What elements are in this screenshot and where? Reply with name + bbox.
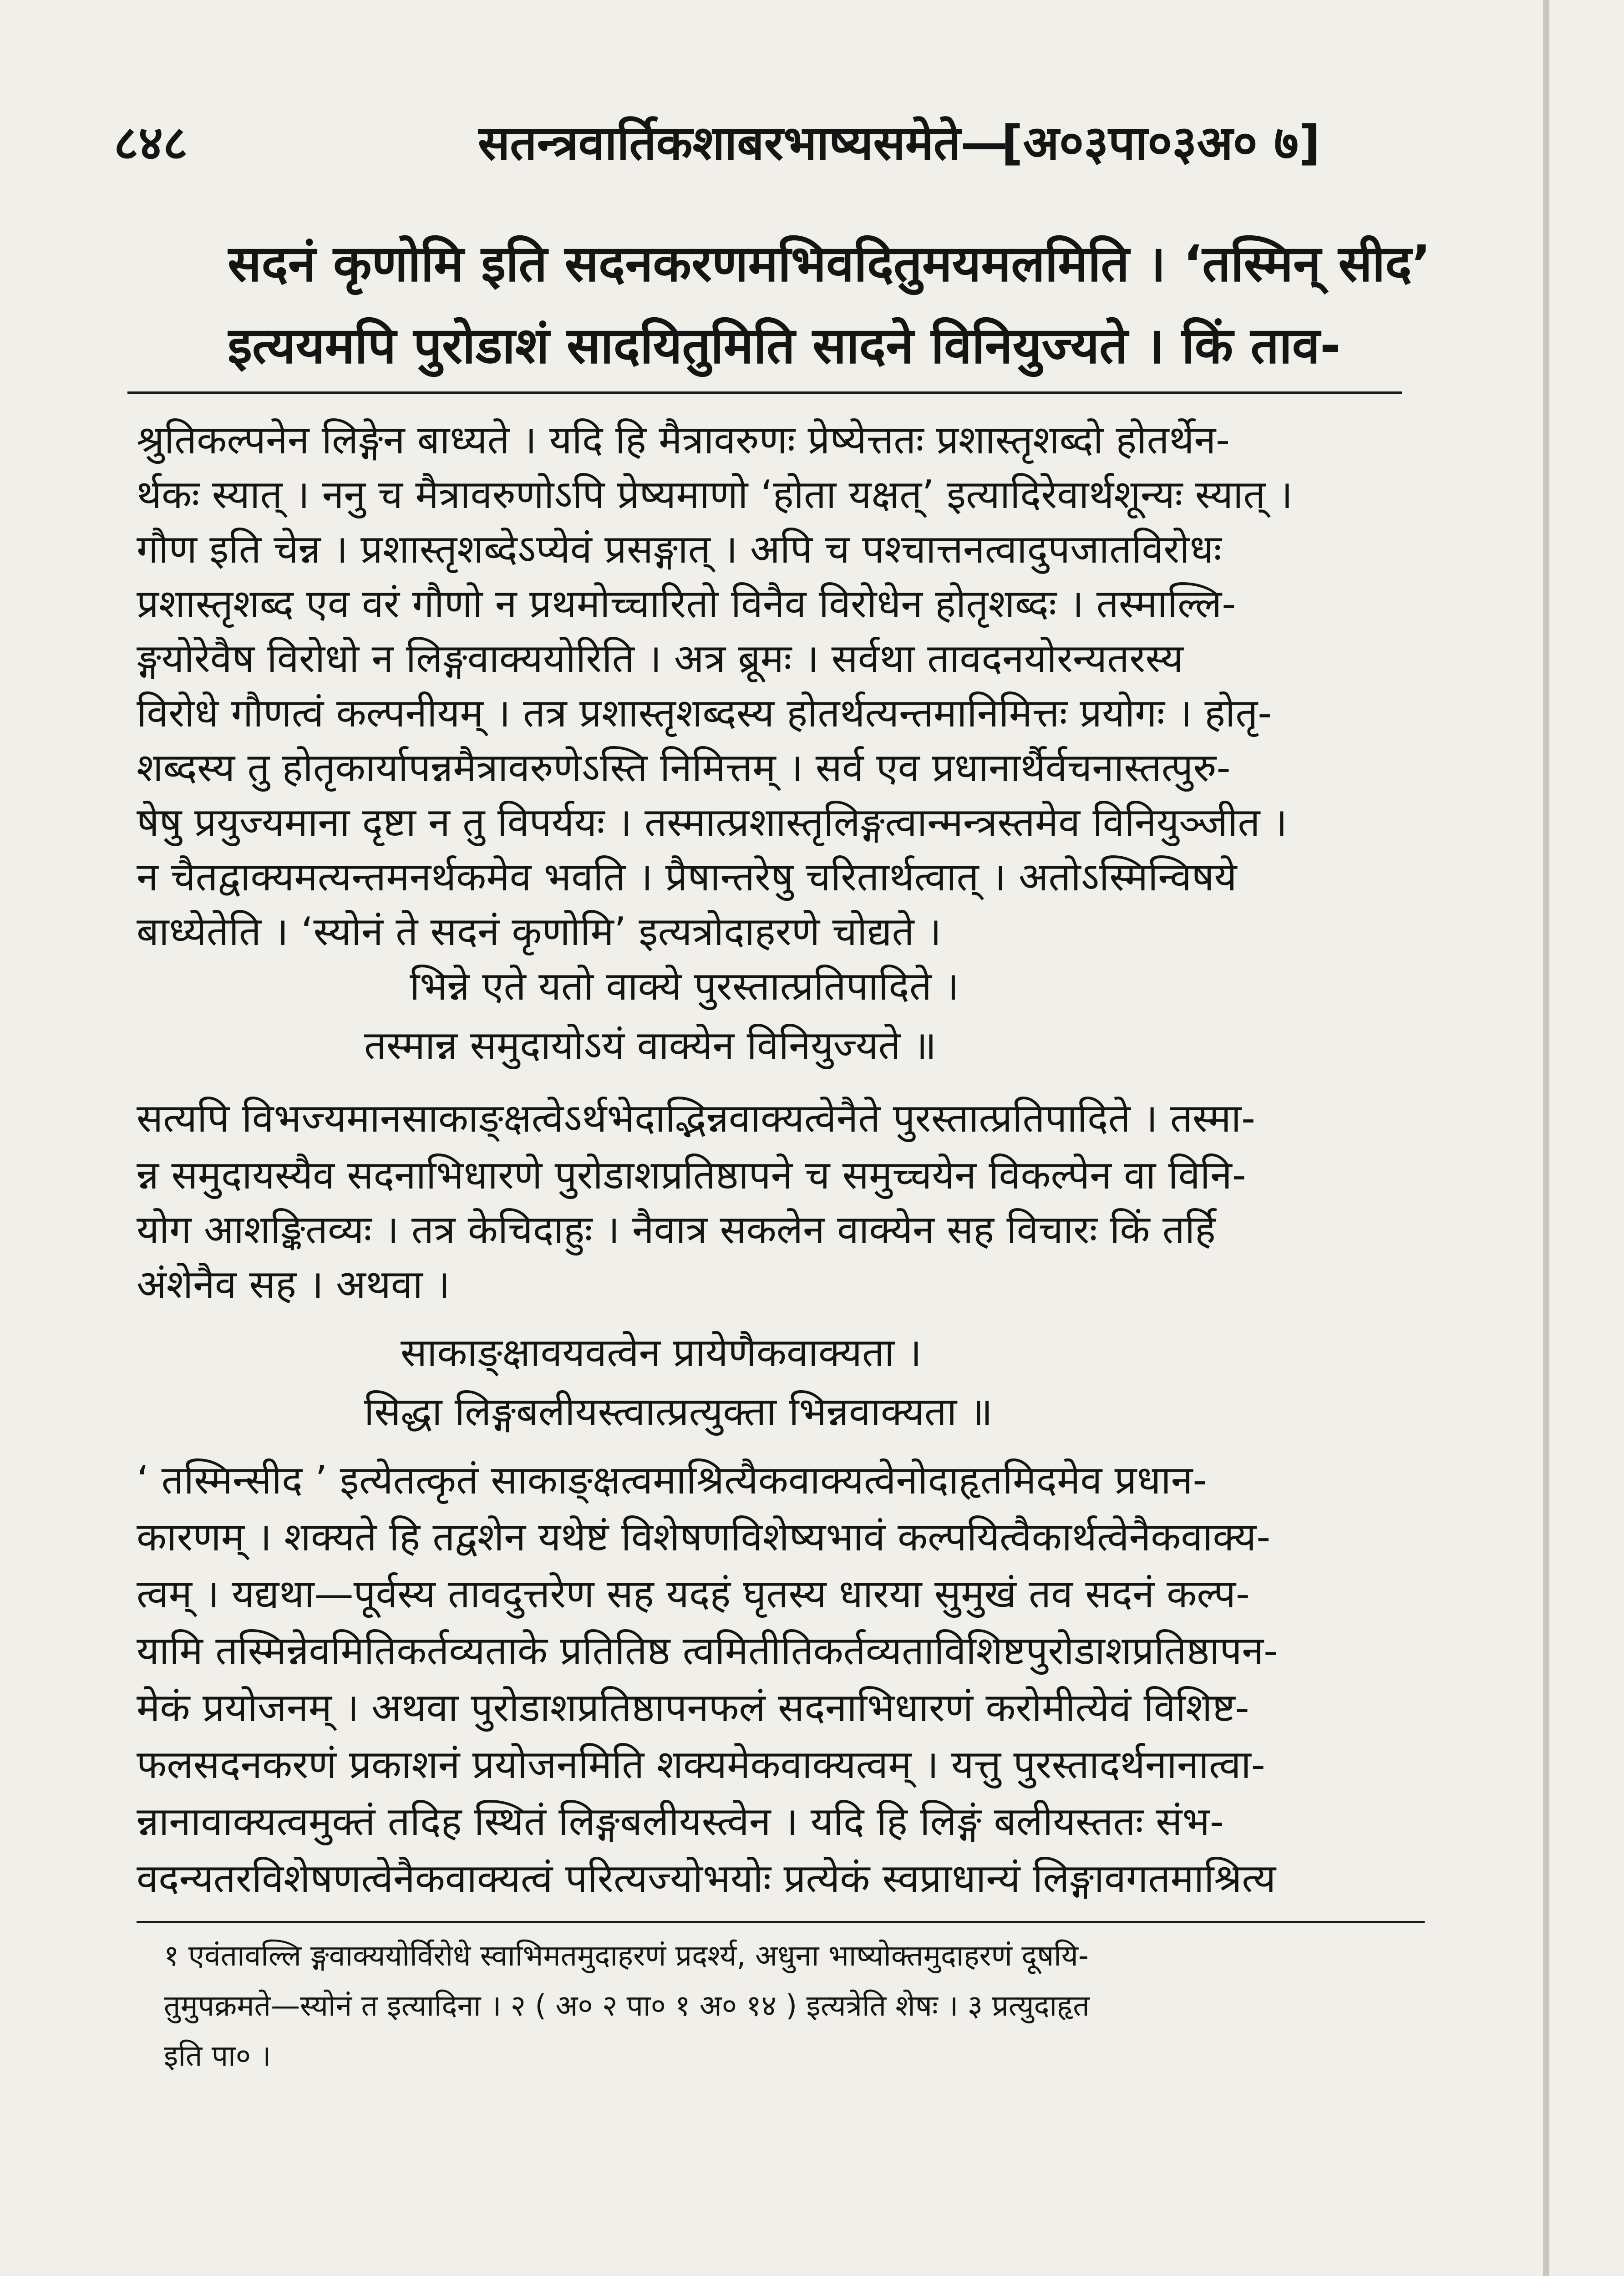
commentary-line: विरोधे गौणत्वं कल्पनीयम् । तत्र प्रशास्तृशब्दस्य होतर्थत्यन्तमानिमित्तः प्रयोगः । होतृ- xyxy=(137,691,1272,736)
running-title: सतन्त्रवार्तिकशाबरभाष्यसमेते— xyxy=(478,115,1008,171)
sutra-line: सदनं कृणोमि इति सदनकरणमभिवदितुमयमलमिति । ‘तस्मिन् सीद’ xyxy=(228,234,1431,293)
footnote-line: इति पा० । xyxy=(164,2039,271,2073)
commentary-line: कारणम् । शक्यते हि तद्वशेन यथेष्टं विशेषणविशेष्यभावं कल्पयित्वैकार्थत्वेनैकवाक्य- xyxy=(137,1514,1271,1560)
verse-line: तस्मान्न समुदायोऽयं वाक्येन विनियुज्यते ॥ xyxy=(364,1023,937,1068)
commentary-line: ङ्गयोरेवैष विरोधो न लिङ्गवाक्ययोरिति । अत्र ब्रूमः । सर्वथा तावदनयोरन्यतरस्य xyxy=(137,636,1183,681)
verse-line: भिन्ने एते यतो वाक्ये पुरस्तात्प्रतिपादिते । xyxy=(410,964,959,1009)
commentary-line: यामि तस्मिन्नेवमितिकर्तव्यताके प्रतितिष्ठ त्वमितीतिकर्तव्यताविशिष्टपुरोडाशप्रतिष्ठापन- xyxy=(137,1628,1278,1674)
commentary-line: न्नानावाक्यत्वमुक्तं तदिह स्थितं लिङ्गबलीयस्त्वेन । यदि हि लिङ्गं बलीयस्ततः संभ- xyxy=(137,1799,1224,1844)
commentary-line: योग आशङ्कितव्यः । तत्र केचिदाहुः । नैवात्र सकलेन वाक्येन सह विचारः किं तर्हि xyxy=(137,1207,1216,1253)
commentary-line: अंशेनैव सह । अथवा । xyxy=(137,1262,450,1307)
commentary-line: वदन्यतरविशेषणत्वेनैकवाक्यत्वं परित्यज्योभयोः प्रत्येकं स्वप्राधान्यं लिङ्गावगतमाश्रित्य xyxy=(137,1856,1276,1901)
page-number: ८४८ xyxy=(114,115,188,171)
commentary-line: षेषु प्रयुज्यमाना दृष्टा न तु विपर्ययः । तस्मात्प्रशास्तृलिङ्गत्वान्मन्त्रस्तमेव विनियुञ्जीत । xyxy=(137,800,1288,845)
footnote-rule xyxy=(137,1921,1425,1923)
commentary-line: मेकं प्रयोजनम् । अथवा पुरोडाशप्रतिष्ठापनफलं सदनाभिधारणं करोमीत्येवं विशिष्ट- xyxy=(137,1685,1249,1731)
header-rule xyxy=(127,391,1402,394)
verse-line: साकाङ्क्षावयवत्वेन प्रायेणैकवाक्यता । xyxy=(401,1330,922,1376)
commentary-line: प्रशास्तृशब्द एव वरं गौणो न प्रथमोच्चारितो विनैव विरोधेन होतृशब्दः । तस्माल्लि- xyxy=(137,581,1236,627)
commentary-line: न चैतद्वाक्यमत्यन्तमनर्थकमेव भवति । प्रैषान्तरेषु चरितार्थत्वात् । अतोऽस्मिन्विषये xyxy=(137,854,1237,900)
commentary-line: फलसदनकरणं प्रकाशनं प्रयोजनमिति शक्यमेकवाक्यत्वम् । यत्तु पुरस्तादर्थनानात्वा- xyxy=(137,1742,1265,1788)
verse-line: सिद्धा लिङ्गबलीयस्त्वात्प्रत्युक्ता भिन्नवाक्यता ॥ xyxy=(364,1389,993,1435)
scan-edge xyxy=(1543,0,1549,2276)
footnote-line: १ एवंतावल्लि ङ्गवाक्ययोर्विरोधे स्वाभिमतमुदाहरणं प्रदर्श्य, अधुना भाष्योक्तमुदाहरणं दूषयि- xyxy=(164,1939,1089,1973)
commentary-line: त्वम् । यद्यथा—पूर्वस्य तावदुत्तरेण सह यदहं घृतस्य धारया सुमुखं तव सदनं कल्प- xyxy=(137,1571,1250,1617)
footnote-line: तुमुपक्रमते—स्योनं त इत्यादिना । २ ( अ० २ पा० १ अ० १४ ) इत्यत्रेति शेषः । ३ प्रत्युदाहृत xyxy=(164,1989,1090,2023)
sutra-line: इत्ययमपि पुरोडाशं सादयितुमिति सादने विनियुज्यते । किं ताव- xyxy=(228,316,1341,375)
commentary-line: गौण इति चेन्न । प्रशास्तृशब्देऽप्येवं प्रसङ्गात् । अपि च पश्चात्तनत्वादुपजातविरोधः xyxy=(137,527,1222,572)
commentary-line: र्थकः स्यात् । ननु च मैत्रावरुणोऽपि प्रेष्यमाणो ‘होता यक्षत्’ इत्यादिरेवार्थशून्यः स्यात् । xyxy=(137,472,1293,518)
commentary-line: न्न समुदायस्यैव सदनाभिधारणे पुरोडाशप्रतिष्ठापने च समुच्चयेन विकल्पेन वा विनि- xyxy=(137,1153,1246,1198)
commentary-line: शब्दस्य तु होतृकार्यापन्नमैत्रावरुणेऽस्ति निमित्तम् । सर्व एव प्रधानार्थैर्वचनास्तत्पुरु- xyxy=(137,745,1231,791)
section-reference: [अ०३पा०३अ० ७] xyxy=(1001,115,1320,171)
commentary-line: सत्यपि विभज्यमानसाकाङ्क्षत्वेऽर्थभेदाद्भिन्नवाक्यत्वेनैते पुरस्तात्प्रतिपादिते । तस्मा- xyxy=(137,1096,1256,1141)
commentary-line: ‘ तस्मिन्सीद ’ इत्येतत्कृतं साकाङ्क्षत्वमाश्रित्यैकवाक्यत्वेनोदाहृतमिदमेव प्रधान- xyxy=(137,1458,1207,1503)
commentary-line: श्रुतिकल्पनेन लिङ्गेन बाध्यते । यदि हि मैत्रावरुणः प्रेष्येत्ततः प्रशास्तृशब्दो होतर्थेन- xyxy=(137,417,1230,463)
commentary-line: बाध्येतेति । ‘स्योनं ते सदनं कृणोमि’ इत्यत्रोदाहरणे चोद्यते । xyxy=(137,909,942,955)
